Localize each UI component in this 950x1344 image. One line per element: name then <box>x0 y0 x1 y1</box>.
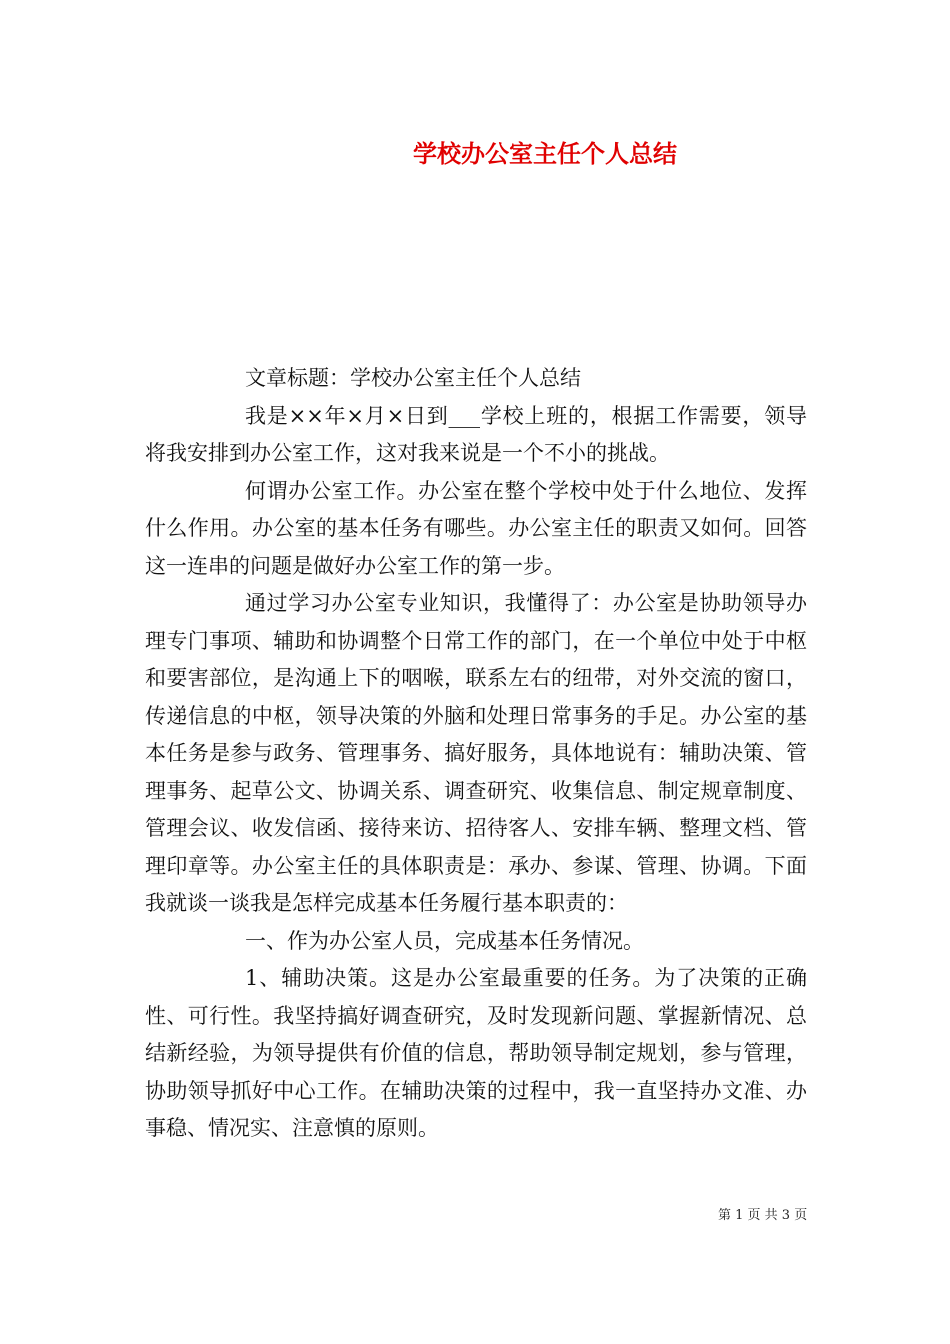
document-title: 学校办公室主任个人总结 <box>413 139 677 168</box>
section-heading: 一、作为办公室人员，完成基本任务情况。 <box>245 928 644 953</box>
paragraph: 通过学习办公室专业知识，我懂得了：办公室是协助领导办理专门事项、辅助和协调整个日常工作的部门，在一个单位中处于中枢和要害部位，是沟通上下的咽喉，联系左右的纽带，对外交流的窗口，传递信息的中枢，领导决策的外脑和处理日常事务的手足。办公室的基本任务是参与政务、管理事务、搞好服务，具体地说有：辅助决策、管理事务、起草公文、协调关系、调查研究、收集信息、制定规章制度、管理会议、收发信函、接待来访、招待客人、安排车辆、整理文档、管理印章等。办公室主任的具体职责是：承办、参谋、管理、协调。下面我就谈一谈我是怎样完成基本任务履行基本职责的： <box>145 591 807 915</box>
document-body <box>145 360 807 1148</box>
article-title-line: 文章标题：学校办公室主任个人总结 <box>245 366 581 390</box>
paragraph: 何谓办公室工作。办公室在整个学校中处于什么地位、发挥什么作用。办公室的基本任务有哪些。办公室主任的职责又如何。回答这一连串的问题是做好办公室工作的第一步。 <box>145 478 807 578</box>
paragraph: 1、辅助决策。这是办公室最重要的任务。为了决策的正确性、可行性。我坚持搞好调查研究，及时发现新问题、掌握新情况、总结新经验，为领导提供有价值的信息，帮助领导制定规划，参与管理，协助领导抓好中心工作。在辅助决策的过程中，我一直坚持办文准、办事稳、情况实、注意慎的原则。 <box>145 966 807 1140</box>
page-number: 第 1 页 共 3 页 <box>718 1208 808 1223</box>
paragraph: 我是××年×月×日到___学校上班的，根据工作需要，领导将我安排到办公室工作，这对我来说是一个不小的挑战。 <box>145 403 807 465</box>
